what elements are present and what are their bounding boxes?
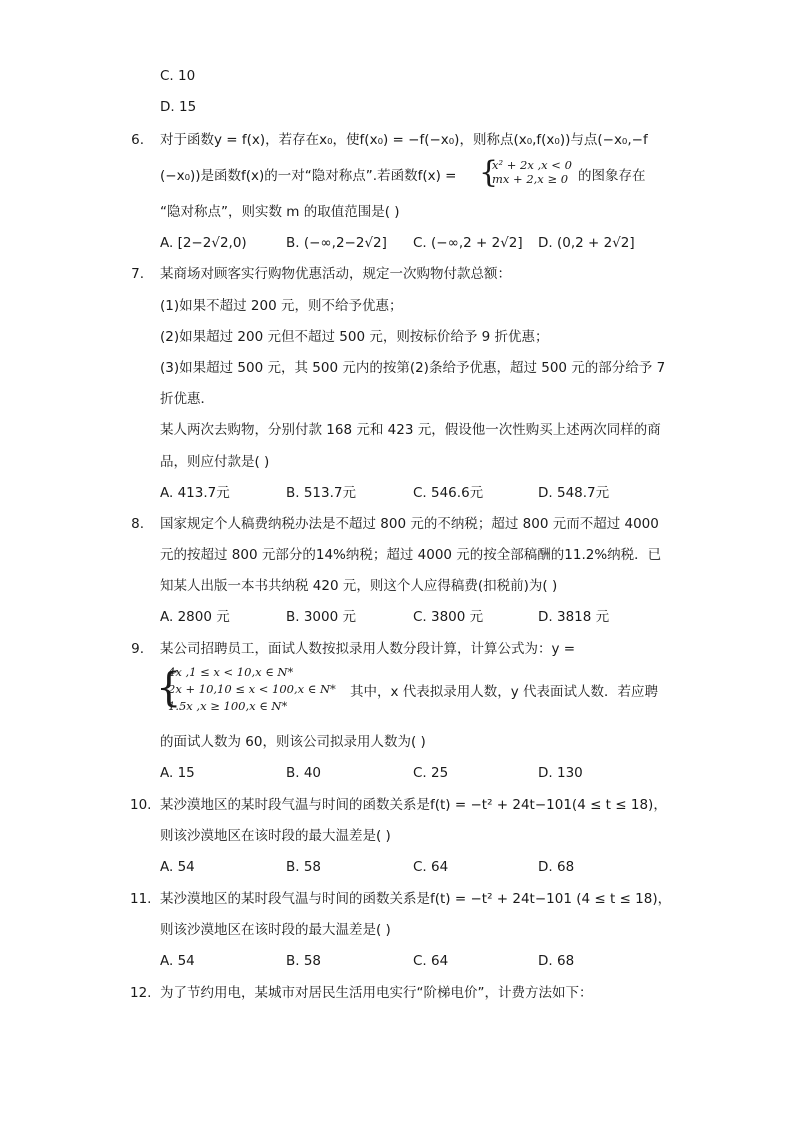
q6-option-a[interactable]: A. [2−2√2,0) [160,235,247,251]
question-9-line-3: 的面试人数为 60，则该公司拟录用人数为( ) [160,734,426,750]
piecewise-brace: { [156,665,182,711]
question-6-line-2a: (−x₀))是函数f(x)的一对“隐对称点”.若函数f(x) = [160,168,457,184]
question-7-line-4: (3)如果超过 500 元，其 500 元内的按第(2)条给予优惠，超过 500 元的部分给予 7 [160,360,666,376]
q8-option-b[interactable]: B. 3000 元 [286,609,356,625]
q8-option-c[interactable]: C. 3800 元 [413,609,484,625]
question-11-line-1: 某沙漠地区的某时段气温与时间的函数关系是f(t) = −t² + 24t−101 (4 ≤ t ≤ 18)， [160,891,672,907]
q10-option-b[interactable]: B. 58 [286,859,322,875]
question-8-line-1: 国家规定个人稿费纳税办法是不超过 800 元的不纳税；超过 800 元而不超过 4000 [160,516,659,532]
q11-option-d[interactable]: D. 68 [538,953,575,969]
q6-option-c[interactable]: C. (−∞,2 + 2√2] [413,235,523,251]
q11-option-b[interactable]: B. 58 [286,953,322,969]
q6-piece-1: x² + 2x ,x < 0 [492,158,572,172]
question-10-number: 10. [130,797,152,813]
q6-option-b[interactable]: B. (−∞,2−2√2] [286,235,387,251]
q9-piece-3: 1.5x ,x ≥ 100,x ∈ N* [168,699,288,713]
q9-option-a[interactable]: A. 15 [160,765,195,781]
q9-option-c[interactable]: C. 25 [413,765,449,781]
question-6-line-1: 对于函数y = f(x)，若存在x₀，使f(x₀) = −f(−x₀)，则称点(x₀,f(x₀))与点(−x₀,−f [160,132,648,148]
q9-option-d[interactable]: D. 130 [538,765,583,781]
question-11-line-2: 则该沙漠地区在该时段的最大温差是( ) [160,922,391,938]
question-8-line-3: 知某人出版一本书共纳税 420 元，则这个人应得稿费(扣税前)为( ) [160,578,558,594]
q6-piece-2: mx + 2,x ≥ 0 [492,172,569,186]
q9-option-b[interactable]: B. 40 [286,765,322,781]
q7-option-a[interactable]: A. 413.7元 [160,485,230,501]
q7-option-c[interactable]: C. 546.6元 [413,485,484,501]
question-7-line-5: 折优惠． [160,391,214,407]
question-7-line-1: 某商场对顾客实行购物优惠活动，规定一次购物付款总额： [160,266,511,282]
piecewise-brace: { [479,155,499,190]
q10-option-a[interactable]: A. 54 [160,859,195,875]
question-6-line-2b: 的图象存在 [578,168,646,184]
question-7-line-2: (1)如果不超过 200 元，则不给予优惠； [160,298,403,314]
q10-option-c[interactable]: C. 64 [413,859,449,875]
question-9-line-1: 某公司招聘员工，面试人数按拟录用人数分段计算，计算公式为：y = [160,641,576,657]
question-8-number: 8. [131,516,144,532]
question-12-number: 12. [130,985,152,1001]
q8-option-d[interactable]: D. 3818 元 [538,609,610,625]
q8-option-a[interactable]: A. 2800 元 [160,609,230,625]
question-7-number: 7. [131,266,144,282]
question-9-line-2: 其中，x 代表拟录用人数，y 代表面试人数．若应聘 [350,684,659,700]
question-6-line-3: “隐对称点”，则实数 m 的取值范围是( ) [160,204,400,220]
q11-option-a[interactable]: A. 54 [160,953,195,969]
q9-piece-1: 4x ,1 ≤ x < 10,x ∈ N* [168,665,294,679]
q10-option-d[interactable]: D. 68 [538,859,575,875]
question-7-line-7: 品，则应付款是( ) [160,454,270,470]
q7-option-d[interactable]: D. 548.7元 [538,485,610,501]
question-12-line-1: 为了节约用电，某城市对居民生活用电实行“阶梯电价”，计费方法如下： [160,985,593,1001]
question-11-number: 11. [130,891,152,907]
q7-option-b[interactable]: B. 513.7元 [286,485,356,501]
question-9-number: 9. [131,641,144,657]
q11-option-c[interactable]: C. 64 [413,953,449,969]
question-7-line-3: (2)如果超过 200 元但不超过 500 元，则按标价给予 9 折优惠； [160,329,549,345]
prev-option-d[interactable]: D. 15 [160,99,197,115]
question-8-line-2: 元的按超过 800 元部分的14%纳税；超过 4000 元的按全部稿酬的11.2%纳税．已 [160,547,662,563]
question-6-number: 6. [131,132,144,148]
question-10-line-2: 则该沙漠地区在该时段的最大温差是( ) [160,828,391,844]
question-10-line-1: 某沙漠地区的某时段气温与时间的函数关系是f(t) = −t² + 24t−101(4 ≤ t ≤ 18)， [160,797,667,813]
q9-piece-2: 2x + 10,10 ≤ x < 100,x ∈ N* [168,682,336,696]
q6-option-d[interactable]: D. (0,2 + 2√2] [538,235,635,251]
question-7-line-6: 某人两次去购物，分别付款 168 元和 423 元，假设他一次性购买上述两次同样的商 [160,422,661,438]
prev-option-c[interactable]: C. 10 [160,68,196,84]
